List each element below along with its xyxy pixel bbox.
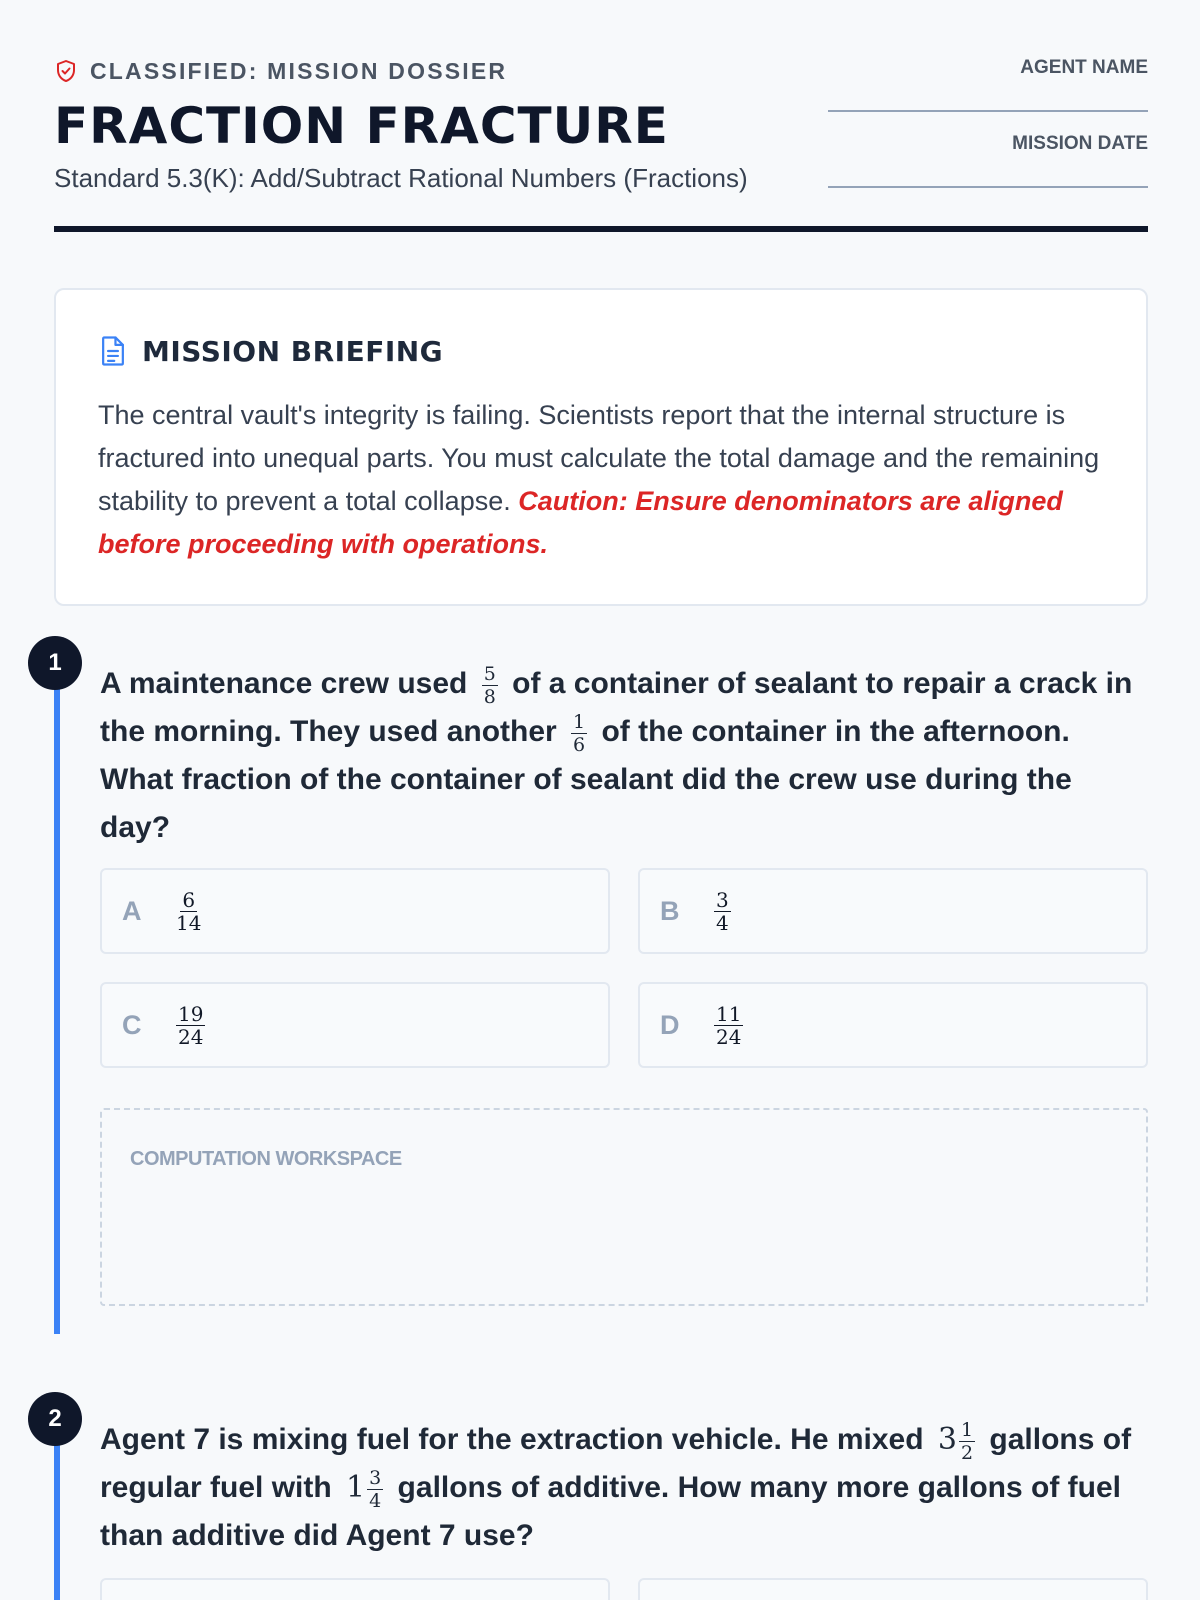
fraction-numerator: 1 [573,710,586,733]
mission-date-field[interactable] [828,186,1148,188]
fraction-numerator: 1 [960,1418,974,1441]
option-fraction [714,887,731,935]
agent-name-label: AGENT NAME [1020,57,1148,78]
question-2-text [100,1416,1150,1560]
q1-text-part-1: A maintenance crew used [100,667,476,700]
mission-briefing-card [54,288,1148,606]
fraction-denominator: 24 [178,1024,204,1049]
computation-workspace[interactable] [100,1108,1148,1306]
page-title: FRACTION FRACTURE [54,97,669,155]
fraction-denominator: 6 [573,733,586,756]
worksheet-page [48,0,1148,1552]
q1-text-part-3: of the container in the afternoon. What fraction of the container of sealant did the crew use during the day? [100,715,1072,844]
mixed-number-fraction [959,1420,975,1463]
fraction-numerator: 3 [369,1466,382,1489]
q2-text-part-3: gallons of additive. How many more gallons of fuel than additive did Agent 7 use? [100,1471,1121,1552]
option-letter: B [660,895,680,926]
fraction-denominator: 14 [176,910,202,935]
fraction-denominator: 24 [716,1024,742,1049]
header-left [54,56,748,196]
header-fields [828,56,1148,208]
fraction-numerator: 6 [182,887,196,912]
dossier-header [54,0,1148,234]
workspace-label: COMPUTATION WORKSPACE [130,1148,402,1170]
standard-subtitle: Standard 5.3(K): Add/Subtract Rational Numbers (Fractions) [54,163,748,193]
q1-fraction-one-sixth [571,712,587,755]
mixed-number-fraction [367,1468,383,1511]
briefing-body-text: The central vault's integrity is failing. Scientists report that the internal structure is fractured into unequal parts. You must calculate the total damage and the remaining stability to prevent a total collapse. [98,400,1100,516]
fraction-denominator: 4 [369,1489,382,1512]
fraction-numerator: 11 [716,1001,742,1026]
question-2-number: 2 [28,1392,82,1446]
briefing-header [98,334,1104,368]
q1-fraction-five-eighths [482,664,498,707]
question-1-accent-bar [54,662,60,1334]
question-1-text [100,660,1150,852]
option-fraction [714,1001,743,1049]
option-fraction [176,887,202,935]
option-b[interactable] [638,1578,1148,1600]
q2-text-part-2: gallons of regular fuel with [100,1423,1132,1504]
q2-text-part-1: Agent 7 is mixing fuel for the extraction vehicle. He mixed [100,1423,932,1456]
fraction-numerator: 3 [716,887,729,912]
fraction-denominator: 8 [483,685,496,708]
shield-icon [54,59,78,83]
option-letter: A [122,895,142,926]
classified-label: CLASSIFIED: MISSION DOSSIER [90,57,508,84]
briefing-title: MISSION BRIEFING [142,334,444,368]
mission-date-label: MISSION DATE [1012,133,1148,154]
option-c[interactable] [100,982,610,1068]
option-b[interactable] [638,868,1148,954]
mixed-number-whole: 3 [937,1422,957,1457]
q1-text-part-2: of a container of sealant to repair a crack in the morning. They used another [100,667,1133,748]
fraction-numerator: 5 [483,662,496,685]
fraction-denominator: 2 [960,1441,974,1464]
mixed-number-whole: 1 [346,1470,366,1505]
option-a[interactable] [100,868,610,954]
classified-line [54,56,748,86]
option-d[interactable] [638,982,1148,1068]
agent-name-field[interactable] [828,110,1148,112]
caution-text: Caution: Ensure denominators are aligned before proceeding with operations. [98,486,1063,559]
option-a[interactable] [100,1578,610,1600]
header-divider [54,226,1148,232]
fraction-numerator: 19 [178,1001,204,1026]
option-fraction [176,1001,205,1049]
document-icon [98,335,128,367]
briefing-text [98,394,1104,566]
fraction-denominator: 4 [716,910,729,935]
option-letter: D [660,1009,680,1040]
option-letter: C [122,1009,142,1040]
question-1-number: 1 [28,636,82,690]
